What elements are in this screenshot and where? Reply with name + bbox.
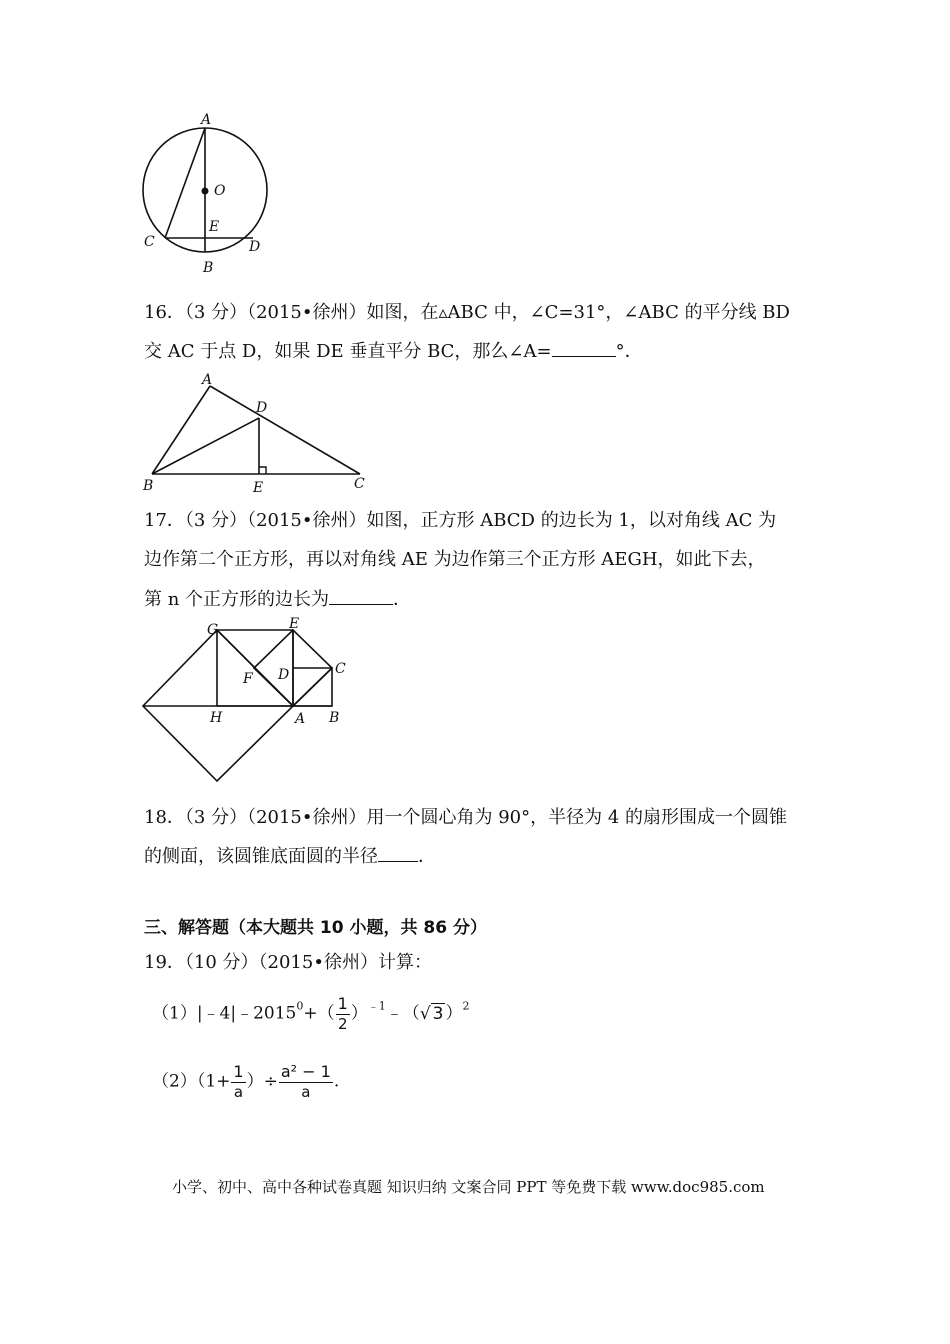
fraction-half: [336, 996, 350, 1032]
close-paren: ）: [445, 1003, 463, 1024]
minus-open: ﹣（: [385, 1003, 420, 1024]
q16-line2: [144, 338, 643, 364]
answer-blank: [552, 338, 616, 357]
q19-line1: 19．（10 分）（2015•徐州）计算：: [144, 952, 432, 973]
bisector-bd: [152, 418, 259, 474]
chord-ac: [165, 128, 205, 238]
label-h: H: [210, 710, 223, 726]
label-a: A: [202, 372, 213, 388]
label-a: A: [295, 711, 306, 727]
answer-blank: [329, 586, 393, 605]
sqrt-three: [420, 1004, 446, 1024]
label-b: B: [203, 260, 214, 276]
label-d: D: [256, 400, 268, 416]
close-paren: ）: [350, 1003, 368, 1024]
denominator: a: [233, 1083, 244, 1101]
figure-squares: [140, 616, 360, 786]
label-a: A: [201, 112, 212, 128]
exponent-zero: 0: [296, 999, 304, 1013]
label-c: C: [144, 234, 155, 250]
fraction-one-over-a: [231, 1064, 245, 1100]
part-label: （1）: [152, 1003, 197, 1024]
page-footer: 小学、初中、高中各种试卷真题 知识归纳 文案合同 PPT 等免费下载 www.doc985.com: [172, 1178, 765, 1196]
q17-line3: [144, 586, 411, 612]
label-b: B: [143, 478, 154, 494]
q17-suffix: ．: [393, 589, 412, 610]
numerator: a² − 1: [280, 1062, 331, 1081]
numerator: 1: [233, 1062, 244, 1081]
q17-text: 第 n 个正方形的边长为: [144, 589, 330, 610]
denominator: a: [301, 1083, 311, 1101]
right-angle-mark: [259, 467, 266, 474]
q16-line1: 16．（3 分）（2015•徐州）如图，在▵ABC 中，∠C=31°，∠ABC 的平分线 BD: [144, 302, 790, 323]
plus-open: +（: [303, 1003, 335, 1024]
q19-part2: [152, 1064, 339, 1100]
q18-line2: [144, 843, 436, 869]
exponent-neg-one: ﹣1: [367, 999, 386, 1013]
label-d: D: [278, 667, 290, 683]
label-e: E: [253, 480, 264, 496]
answer-blank: [378, 843, 418, 862]
open-expression: （1+: [196, 1071, 231, 1092]
close-divide: ）÷: [246, 1071, 278, 1092]
q18-line1: 18．（3 分）（2015•徐州）用一个圆心角为 90°，半径为 4 的扇形围成一个圆锥: [144, 807, 788, 828]
label-e: E: [209, 219, 220, 235]
q16-suffix: °．: [615, 341, 643, 362]
label-c: C: [335, 661, 346, 677]
label-o: O: [214, 183, 226, 199]
diagonal-ac: [293, 668, 332, 706]
numerator: 1: [337, 994, 348, 1013]
fraction-a-squared: [279, 1064, 333, 1100]
q17-line1: 17．（3 分）（2015•徐州）如图，正方形 ABCD 的边长为 1，以对角线 AC 为: [144, 510, 777, 531]
q18-text: 的侧面，该圆锥底面圆的半径: [144, 846, 378, 867]
q18-suffix: ．: [418, 846, 436, 867]
q17-line2: 边作第二个正方形，再以对角线 AE 为边作第三个正方形 AEGH，如此下去，: [144, 549, 766, 570]
label-d: D: [249, 239, 261, 255]
label-f: F: [243, 671, 253, 687]
center-point: [202, 188, 209, 195]
q19-part1: [152, 996, 469, 1032]
abs-expression: |﹣4|﹣2015: [196, 1003, 297, 1024]
q16-text: 交 AC 于点 D，如果 DE 垂直平分 BC，那么∠A=: [144, 341, 552, 362]
label-e: E: [289, 616, 300, 632]
part-label: （2）: [152, 1071, 197, 1092]
exponent-two: 2: [462, 999, 470, 1013]
label-g: G: [207, 622, 219, 638]
figure-circle: [130, 110, 280, 280]
label-c: C: [354, 476, 365, 492]
section-heading: 三、解答题（本大题共 10 小题，共 86 分）: [144, 918, 487, 938]
period: .: [333, 1071, 340, 1092]
figure-triangle: [140, 370, 380, 500]
label-b: B: [329, 710, 340, 726]
side-ac: [210, 386, 360, 474]
radical-sign: √: [419, 1003, 431, 1024]
radicand: 3: [432, 1003, 444, 1024]
side-ab: [152, 386, 210, 474]
denominator: 2: [337, 1015, 348, 1033]
